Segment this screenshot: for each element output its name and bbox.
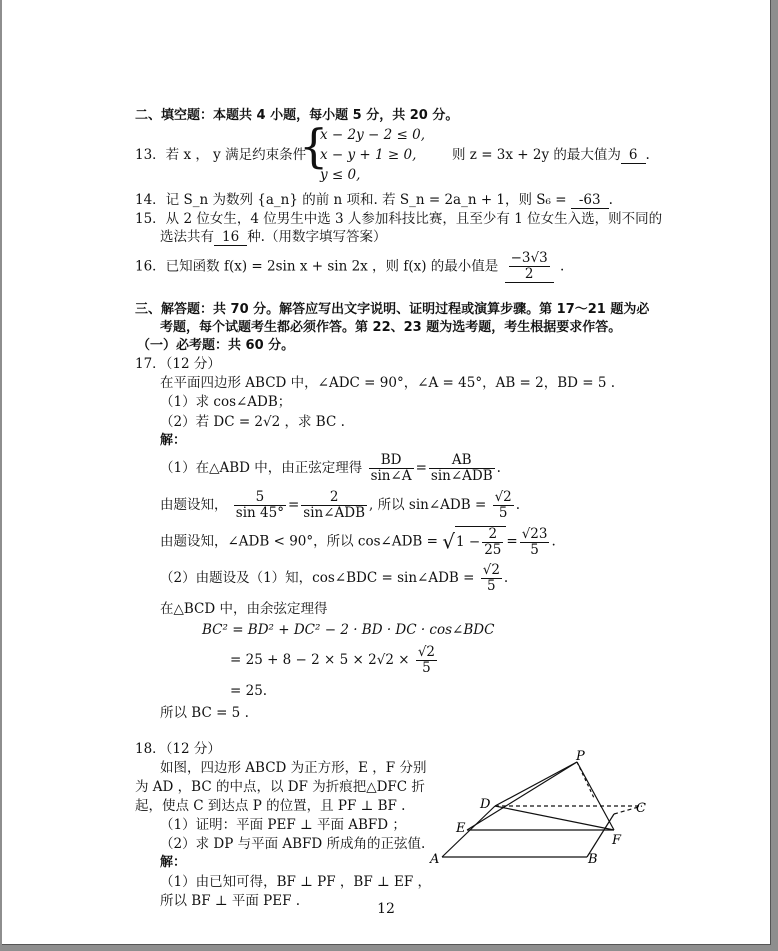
frac-num: √2 bbox=[417, 644, 436, 660]
q17-step3: 由题设知，∠ADB < 90°，所以 cos∠ADB = √1 − $\frac{2}{25}$ = $\frac{√23}{5}$ . bbox=[160, 525, 556, 558]
q13-end: . bbox=[645, 147, 650, 163]
q17-step3-root bbox=[455, 526, 506, 558]
q15-line1: 15．从 2 位女生，4 位男生中选 3 人参加科技比赛，且至少有 1 位女生入选，则不同的 bbox=[135, 211, 663, 227]
q14-text: 14．记 S_n 为数列 {a_n} 的前 n 项和. 若 S_n = 2a_n + 1，则 S₆ = bbox=[135, 192, 567, 208]
q17-step8: = 25. bbox=[230, 683, 268, 699]
q18-part1: （1）证明：平面 PEF ⊥ 平面 ABFD ； bbox=[160, 817, 406, 833]
q13-constraint-1: x − 2y − 2 ≤ 0, bbox=[320, 127, 425, 143]
q17-part1: （1）求 cos∠ADB； bbox=[160, 394, 292, 410]
exam-page bbox=[2, 0, 771, 945]
q18-step2: 所以 BF ⊥ 平面 PEF . bbox=[160, 893, 301, 909]
q17-step3-text: 由题设知，∠ADB < 90°，所以 cos∠ADB = bbox=[160, 533, 438, 550]
section2-header: 二、填空题：本题共 4 小题，每小题 5 分，共 20 分。 bbox=[135, 108, 459, 123]
frac-den: sin 45° bbox=[235, 505, 284, 521]
q18-solution-label: 解： bbox=[160, 855, 187, 870]
q15-line2a: 选法共有 bbox=[160, 229, 214, 245]
q13-suffix bbox=[452, 147, 650, 164]
sqrt-sign: √ bbox=[442, 529, 455, 554]
q17-step2: 由题设知， $\frac{5}{\sin 45^\circ}$ = $\frac{2}{\text{sin∠ADB}}$ , 所以 sin∠ADB = $\frac{√2}{5}$ . bbox=[160, 489, 521, 521]
q17-step7-frac bbox=[416, 645, 437, 676]
edge-bf bbox=[587, 814, 614, 857]
q13-constraint-3: y ≤ 0, bbox=[320, 167, 361, 183]
q15-line2 bbox=[160, 229, 386, 246]
q17-step2-text: 由题设知， bbox=[160, 497, 228, 513]
q15-answer: 16 bbox=[214, 229, 247, 246]
q17-step9: 所以 BC = 5 . bbox=[160, 705, 249, 721]
q18-line3: 起，使点 C 到达点 P 的位置，且 PF ⊥ BF . bbox=[135, 798, 406, 814]
frac-den: 5 bbox=[487, 578, 496, 594]
q16-answer-num: −3√3 bbox=[510, 250, 548, 266]
q17-step4-frac bbox=[481, 563, 502, 594]
q18-figure bbox=[422, 750, 662, 870]
q17-step1-frac1 bbox=[369, 453, 414, 484]
q18-line1: 如图，四边形 ABCD 为正方形，E ，F 分别 bbox=[160, 760, 427, 776]
frac-num: 2 bbox=[301, 490, 367, 506]
frac-den: sin∠ADB bbox=[303, 505, 366, 521]
label-e: E bbox=[456, 821, 466, 836]
edge-pf bbox=[577, 762, 614, 830]
q17-solution-label: 解： bbox=[160, 433, 187, 448]
page-number: 12 bbox=[377, 901, 395, 917]
frac-num: √23 bbox=[521, 525, 548, 542]
q17-stem: 在平面四边形 ABCD 中，∠ADC = 90°，∠A = 45°，AB = 2，BD = 5 . bbox=[160, 375, 616, 391]
label-a: A bbox=[430, 852, 440, 867]
edge-ad bbox=[442, 806, 495, 857]
frac-num: AB bbox=[429, 453, 495, 469]
q18-step1: （1）由已知可得，BF ⊥ PF ，BF ⊥ EF ， bbox=[160, 874, 431, 890]
label-f: F bbox=[612, 833, 622, 848]
frac-num: 2 bbox=[482, 527, 503, 543]
q16 bbox=[135, 251, 564, 283]
label-d: D bbox=[480, 797, 491, 812]
q18-number: 18．（12 分） bbox=[135, 741, 221, 757]
frac-num: 5 bbox=[234, 490, 286, 506]
q17-step3-frac2 bbox=[520, 527, 550, 558]
q17-step4-text: （2）由题设及（1）知，cos∠BDC = sin∠ADB = bbox=[160, 570, 475, 586]
section3-subheader: （一）必考题：共 60 分。 bbox=[137, 338, 295, 353]
frac-den: 5 bbox=[498, 505, 508, 521]
q17-step2-frac1 bbox=[234, 490, 286, 521]
q17-step3-frac1 bbox=[482, 527, 503, 558]
label-p: P bbox=[576, 750, 585, 764]
q18-line2: 为 AD ，BC 的中点，以 DF 为折痕把△DFC 折 bbox=[135, 779, 425, 795]
label-c: C bbox=[636, 801, 646, 816]
frac-den: 5 bbox=[422, 660, 431, 676]
q17-step2-frac2 bbox=[301, 490, 367, 521]
q13-suffix-text: 则 z = 3x + 2y 的最大值为 bbox=[452, 147, 621, 163]
q17-step2-text-b: 所以 sin∠ADB = bbox=[377, 497, 487, 513]
edge-df bbox=[495, 806, 614, 830]
q16-end: . bbox=[559, 258, 565, 275]
q13-constraint-2: x − y + 1 ≥ 0, bbox=[320, 147, 417, 163]
frac-den: sin∠A bbox=[370, 468, 412, 484]
q13-prefix: 13．若 x ， y 满足约束条件 bbox=[135, 147, 307, 163]
frac-den: 25 bbox=[484, 542, 502, 558]
q17-part2: （2）若 DC = 2√2 ，求 BC . bbox=[160, 414, 345, 430]
q17-step7 bbox=[230, 645, 439, 676]
edge-dp bbox=[495, 762, 577, 806]
q15-line2b: 种.（用数字填写答案） bbox=[247, 229, 387, 245]
q16-text: 16．已知函数 f(x) = 2sin x + sin 2x ，则 f(x) 的最小值是 bbox=[135, 258, 499, 275]
frac-num: √2 bbox=[494, 489, 512, 505]
q17-number: 17．（12 分） bbox=[135, 356, 221, 372]
q17-step1-frac2 bbox=[429, 453, 495, 484]
frac-den: sin∠ADB bbox=[430, 468, 493, 484]
frac-num: √2 bbox=[482, 562, 500, 578]
q17-step1-text: （1）在△ABD 中，由正弦定理得 bbox=[160, 460, 363, 476]
section3-header-2: 考题，每个试题考生都必须作答。第 22、23 题为选考题，考生根据要求作答。 bbox=[160, 320, 622, 335]
q13-answer: 6 bbox=[621, 147, 646, 164]
q13-brace: { bbox=[299, 119, 329, 173]
q17-step7-text: = 25 + 8 − 2 × 5 × 2√2 × bbox=[230, 652, 410, 668]
q17-step6: BC² = BD² + DC² − 2 · BD · DC · cos∠BDC bbox=[202, 622, 495, 638]
q17-step1: （1）在△ABD 中，由正弦定理得 $\frac{BD}{\sin\angle A}$ = $\frac{AB}{\text{sin∠ADB}}$ . bbox=[160, 452, 501, 484]
root-text: 1 − bbox=[456, 534, 481, 550]
q18-part2: （2）求 DP 与平面 ABFD 所成角的正弦值. bbox=[160, 836, 426, 852]
q17-step4: （2）由题设及（1）知，cos∠BDC = sin∠ADB = $\frac{√2}{5}$ . bbox=[160, 562, 509, 594]
q14 bbox=[135, 192, 613, 209]
q14-answer: -63 bbox=[571, 192, 609, 209]
label-b: B bbox=[588, 852, 598, 867]
frac-num: BD bbox=[369, 453, 414, 469]
q16-answer bbox=[505, 251, 554, 283]
q17-step5: 在△BCD 中，由余弦定理得 bbox=[160, 601, 328, 617]
frac-den: 5 bbox=[530, 541, 539, 558]
section3-header-1: 三、解答题：共 70 分。解答应写出文字说明、证明过程或演算步骤。第 17～21 题为必 bbox=[135, 302, 650, 317]
q16-answer-den: 2 bbox=[524, 266, 534, 282]
q17-step2-frac3 bbox=[493, 490, 514, 521]
q14-end: . bbox=[608, 192, 613, 208]
